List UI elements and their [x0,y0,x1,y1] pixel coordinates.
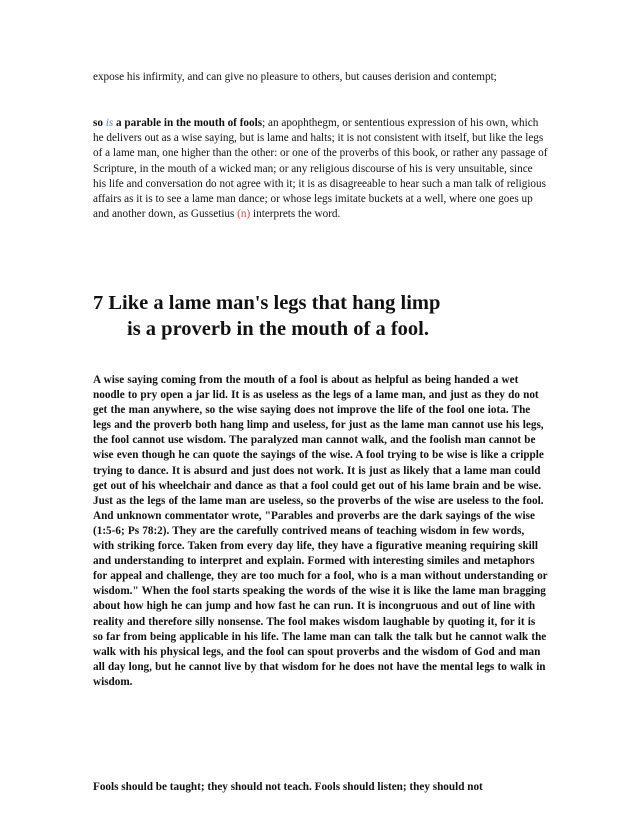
exposition-paragraph-1: A wise saying coming from the mouth of a fool is about as helpful as being handed a wet noodle to pry open a jar lid. It is as useless as the legs of a lame man, and just as they do not get the man anywhere, so the wise saying does not improve the life of the fool one iota. The legs and the proverb both hang limp and useless, for just as the lame man cannot use his legs, the fool cannot use wisdom. The paralyzed man cannot walk, and the foolish man cannot be wise even though he can quote the sayings of the wise. A fool trying to be wise is like a cripple trying to dance. It is absurd and just does not work. It is just as likely that a lame man could get out of his wheelchair and dance as that a fool could get out of his lame brain and be wise. Just as the legs of the lame man are useless, so the proverbs of the wise are useless to the fool. And unknown commentator wrote, "Parables and proverbs are the dark sayings of the wise (1:5-6; Ps 78:2). They are the carefully contrived means of teaching wisdom in few words, with striking force. Taken from every day life, they have a figurative meaning requiring skill and understanding to interpret and explain. Formed with interesting similes and metaphors for appeal and challenge, they are too much for a fool, who is a man without understanding or wisdom." When the fool starts speaking the words of the wise it is like the lame man bragging about how high he can jump and how fast he can run. It is incongruous and out of line with reality and therefore silly nonsense. The fool makes wisdom laughable by quoting it, for it is so far from being applicable in his life. The lame man can talk the talk but he cannot walk the walk with his physical legs, and the fool can spout proverbs and the wisdom of God and man all day long, but he cannot live by that wisdom for he does not have the mental legs to walk in wisdom. [93,374,548,688]
commentary-paragraph-1: expose his infirmity, and can give no pleasure to others, but causes derision and contempt; [93,71,497,83]
commentary-paragraph-2 [93,116,548,222]
verse-line-2: is a proverb in the mouth of a fool. [127,318,430,340]
parable-lead-is: is [105,117,114,129]
commentary-body-a: ; an apophthegm, or sententious expression of his own, which he delivers out as a wise saying, but is lame and halts; it is not consistent with itself, but like the legs of a lame man, one higher than the other: or one of the proverbs of this book, or rather any passage of Scripture, in the mouth of a wicked man; or any religious discourse of his is very unsuitable, since his life and conversation do not agree with it; it is as disagreeable to hear such a man talk of religious affairs as it is to see a lame man dance; or whose legs imitate buckets at a well, where one goes up and another down, as Gussetius [93,117,548,221]
parable-lead-phrase: a parable in the mouth of fools [116,117,263,129]
footnote-link[interactable]: (n) [237,208,251,221]
exposition-paragraph-2: Fools should be taught; they should not teach. Fools should listen; they should not [93,781,483,793]
verse-line-1: 7 Like a lame man's legs that hang limp [93,292,441,314]
commentary-body-b: interprets the word. [253,208,341,221]
verse-heading [93,290,563,342]
parable-lead-so: so [93,117,103,129]
